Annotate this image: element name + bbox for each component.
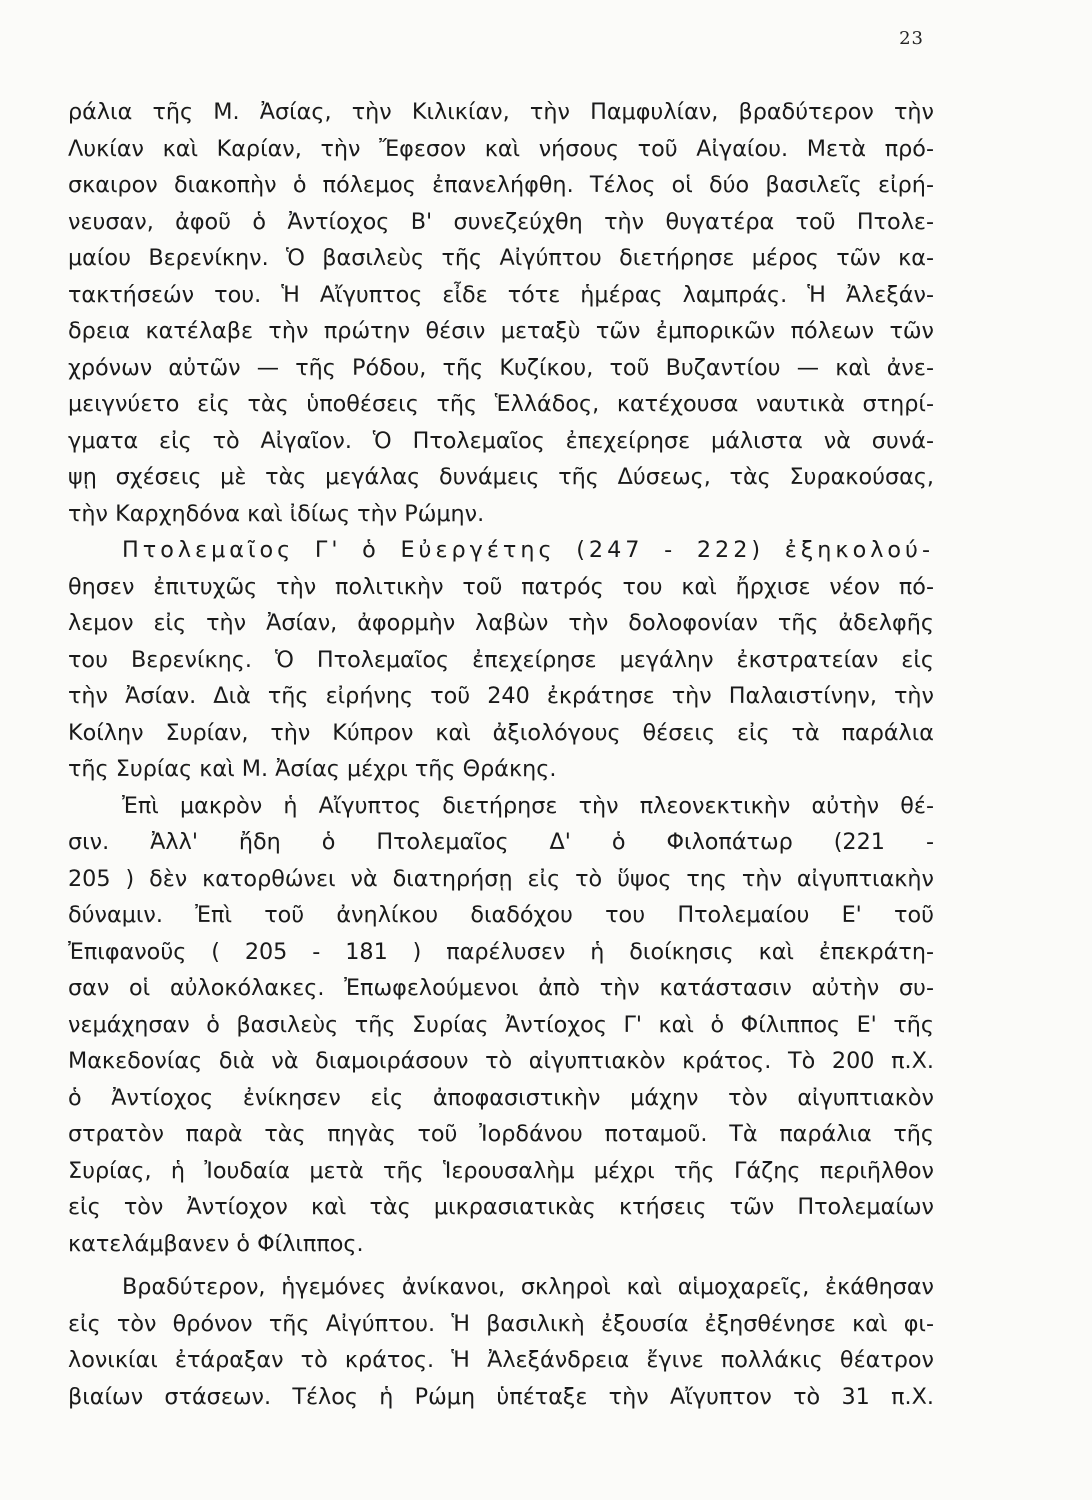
- text-line: δρεια κατέλαβε τὴν πρώτην θέσιν μεταξὺ τῶν ἐμπορικῶν πόλεων τῶν: [68, 318, 934, 344]
- text-line: γματα εἰς τὸ Αἰγαῖον. Ὁ Πτολεμαῖος ἐπεχείρησε μάλιστα νὰ συνά-: [68, 427, 934, 454]
- text-line: Πτολεμαῖος Γ' ὁ Εὐεργέτης (247 - 222) ἐξηκολού-: [122, 537, 934, 563]
- text-line: ράλια τῆς Μ. Ἀσίας, τὴν Κιλικίαν, τὴν Παμφυλίαν, βραδύτερον τὴν: [68, 99, 934, 125]
- text-line: Συρίας, ἡ Ἰουδαία μετὰ τῆς Ἱερουσαλὴμ μέχρι τῆς Γάζης περιῆλθον: [68, 1157, 934, 1184]
- text-line: Ἐπιφανοῦς ( 205 - 181 ) παρέλυσεν ἡ διοίκησις καὶ ἐπεκράτη-: [68, 938, 934, 965]
- text-line: βιαίων στάσεων. Τέλος ἡ Ρώμη ὑπέταξε τὴν Αἴγυπτον τὸ 31 π.Χ.: [68, 1383, 934, 1410]
- page-number: 23: [899, 28, 924, 49]
- text-line: ψῃ σχέσεις μὲ τὰς μεγάλας δυνάμεις τῆς Δύσεως, τὰς Συρακούσας,: [68, 464, 934, 490]
- text-line: Ἐπὶ μακρὸν ἡ Αἴγυπτος διετήρησε τὴν πλεονεκτικὴν αὐτὴν θέ-: [122, 792, 934, 819]
- text-line: μειγνύετο εἰς τὰς ὑποθέσεις τῆς Ἑλλάδος, κατέχουσα ναυτικὰ στηρί-: [68, 391, 934, 417]
- text-line: νευσαν, ἀφοῦ ὁ Ἀντίοχος Β' συνεζεύχθη τὴν θυγατέρα τοῦ Πτολε-: [68, 208, 934, 235]
- text-line: λονικίαι ἐτάραξαν τὸ κράτος. Ἡ Ἀλεξάνδρεια ἔγινε πολλάκις θέατρον: [68, 1347, 934, 1373]
- text-line: τῆς Συρίας καὶ Μ. Ἀσίας μέχρι τῆς Θράκης.: [68, 756, 557, 782]
- paragraph: [68, 532, 934, 788]
- text-line: τὴν Καρχηδόνα καὶ ἰδίως τὴν Ρώμην.: [68, 500, 485, 527]
- text-line: δύναμιν. Ἐπὶ τοῦ ἀνηλίκου διαδόχου του Πτολεμαίου Ε' τοῦ: [68, 902, 934, 928]
- text-line: στρατὸν παρὰ τὰς πηγὰς τοῦ Ἰορδάνου ποταμοῦ. Τὰ παράλια τῆς: [68, 1121, 934, 1147]
- text-line: τακτήσεών του. Ἡ Αἴγυπτος εἶδε τότε ἡμέρας λαμπράς. Ἡ Ἀλεξάν-: [68, 281, 934, 308]
- text-line: τὴν Ἀσίαν. Διὰ τῆς εἰρήνης τοῦ 240 ἐκράτησε τὴν Παλαιστίνην, τὴν: [68, 683, 934, 709]
- text-line: μαίου Βερενίκην. Ὁ βασιλεὺς τῆς Αἰγύπτου διετήρησε μέρος τῶν κα-: [68, 245, 934, 271]
- paragraph: [68, 94, 934, 532]
- paragraph: [68, 1269, 934, 1415]
- text-line: σαν οἱ αὐλοκόλακες. Ἐπωφελούμενοι ἀπὸ τὴν κατάστασιν αὐτὴν συ-: [68, 975, 934, 1001]
- text-line: κατελάμβανεν ὁ Φίλιππος.: [68, 1230, 364, 1257]
- text-line: ὁ Ἀντίοχος ἐνίκησεν εἰς ἀποφασιστικὴν μάχην τὸν αἰγυπτιακὸν: [68, 1084, 934, 1111]
- text-line: Κοίλην Συρίαν, τὴν Κύπρον καὶ ἀξιολόγους θέσεις εἰς τὰ παράλια: [68, 719, 934, 746]
- text-line: σκαιρον διακοπὴν ὁ πόλεμος ἐπανελήφθη. Τέλος οἱ δύο βασιλεῖς εἰρή-: [68, 172, 934, 198]
- text-line: Μακεδονίας διὰ νὰ διαμοιράσουν τὸ αἰγυπτιακὸν κράτος. Τὸ 200 π.Χ.: [68, 1048, 934, 1074]
- text-line: Βραδύτερον, ἡγεμόνες ἀνίκανοι, σκληροὶ καὶ αἱμοχαρεῖς, ἐκάθησαν: [122, 1274, 934, 1300]
- text-line: 205 ) δὲν κατορθώνει νὰ διατηρήσῃ εἰς τὸ ὕψος της τὴν αἰγυπτιακὴν: [68, 865, 934, 892]
- text-line: εἰς τὸν θρόνον τῆς Αἰγύπτου. Ἡ βασιλικὴ ἐξουσία ἐξησθένησε καὶ φι-: [68, 1310, 934, 1337]
- body-text: [68, 94, 934, 1415]
- text-line: Λυκίαν καὶ Καρίαν, τὴν Ἔφεσον καὶ νήσους τοῦ Αἰγαίου. Μετὰ πρό-: [68, 135, 934, 162]
- paragraph: [68, 788, 934, 1263]
- paragraph-gap: [68, 1262, 934, 1269]
- text-line: νεμάχησαν ὁ βασιλεὺς τῆς Συρίας Ἀντίοχος Γ' καὶ ὁ Φίλιππος Ε' τῆς: [68, 1011, 934, 1038]
- text-line: χρόνων αὐτῶν — τῆς Ρόδου, τῆς Κυζίκου, τοῦ Βυζαντίου — καὶ ἀνε-: [68, 354, 934, 381]
- text-line: σιν. Ἀλλ' ἤδη ὁ Πτολεμαῖος Δ' ὁ Φιλοπάτωρ (221 -: [68, 829, 934, 855]
- text-line: θησεν ἐπιτυχῶς τὴν πολιτικὴν τοῦ πατρός του καὶ ἤρχισε νέον πό-: [68, 573, 934, 600]
- text-line: λεμον εἰς τὴν Ἀσίαν, ἀφορμὴν λαβὼν τὴν δολοφονίαν τῆς ἀδελφῆς: [68, 610, 934, 636]
- text-line: εἰς τὸν Ἀντίοχον καὶ τὰς μικρασιατικὰς κτήσεις τῶν Πτολεμαίων: [68, 1194, 934, 1220]
- text-line: του Βερενίκης. Ὁ Πτολεμαῖος ἐπεχείρησε μεγάλην ἐκστρατείαν εἰς: [68, 646, 934, 673]
